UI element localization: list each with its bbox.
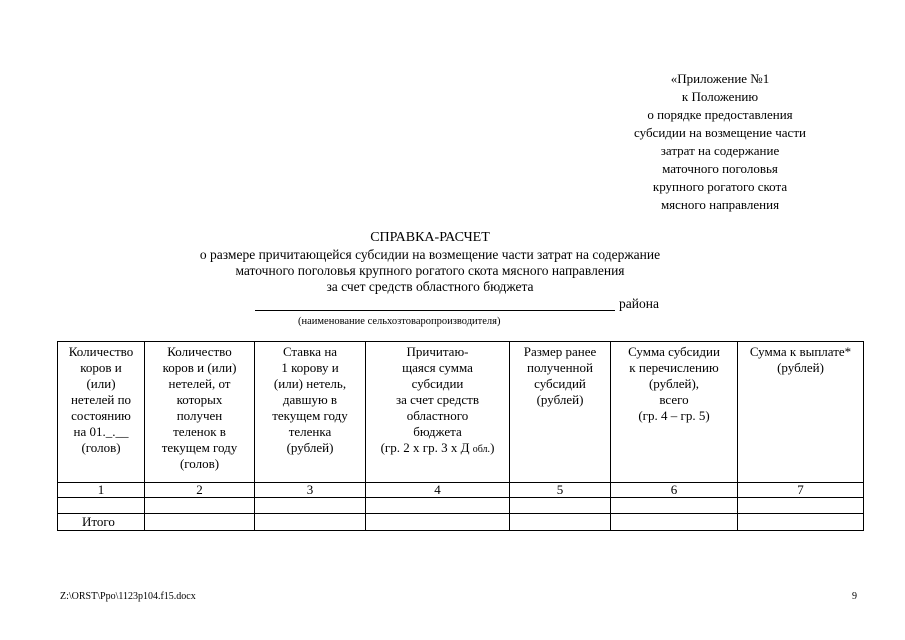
- table-cell: [510, 498, 611, 514]
- file-path: Z:\ORST\Ppo\1123p104.f15.docx: [60, 591, 196, 602]
- header-line: областного: [406, 408, 469, 423]
- header-line: (или): [86, 376, 116, 391]
- header-line: которых: [176, 392, 223, 407]
- document-title: СПРАВКА-РАСЧЕТ: [370, 230, 490, 245]
- header-line: Количество: [68, 344, 134, 359]
- header-line: (гр. 4 – гр. 5): [638, 408, 710, 423]
- header-line: (рублей),: [648, 376, 700, 391]
- header-line: Сумма субсидии: [628, 344, 720, 359]
- table-cell: [366, 498, 510, 514]
- header-line: субсидий: [534, 376, 586, 391]
- table-cell: [255, 498, 366, 514]
- table-cell: [738, 514, 864, 531]
- table-header-row: [58, 342, 864, 483]
- formula-subscript: обл.: [472, 444, 491, 455]
- header-line: щаяся сумма: [402, 360, 473, 375]
- header-line: за счет средств: [396, 392, 479, 407]
- table-cell: [366, 514, 510, 531]
- total-label: Итого: [58, 514, 145, 531]
- appendix-line: о порядке предоставления: [647, 107, 793, 122]
- table-cell: [611, 498, 738, 514]
- header-line: (голов): [81, 440, 121, 455]
- header-line: к перечислению: [629, 360, 719, 375]
- header-line: состоянию: [71, 408, 131, 423]
- table-cell: [510, 514, 611, 531]
- header-line: Количество: [167, 344, 232, 359]
- header-line: всего: [659, 392, 689, 407]
- appendix-line: маточного поголовья: [662, 161, 778, 176]
- header-line: бюджета: [413, 424, 462, 439]
- table-cell: [145, 498, 255, 514]
- column-number-row: [58, 483, 864, 498]
- table-cell: [145, 514, 255, 531]
- header-line: субсидии: [411, 376, 464, 391]
- appendix-block: [595, 70, 845, 214]
- header-line: давшую в: [282, 392, 338, 407]
- column-number: 6: [611, 483, 738, 498]
- header-line: (рублей): [286, 440, 334, 455]
- column-number: 5: [510, 483, 611, 498]
- header-line: Причитаю-: [406, 344, 469, 359]
- column-number: 2: [145, 483, 255, 498]
- district-blank-line: [255, 310, 615, 311]
- district-suffix: района: [619, 296, 659, 311]
- header-line: нетелей, от: [168, 376, 231, 391]
- producer-caption: (наименование сельхозтоваропроизводителя): [298, 316, 501, 327]
- header-line: текущем году: [161, 440, 238, 455]
- column-header: [611, 342, 738, 483]
- header-line: (рублей): [536, 392, 584, 407]
- header-line: (или) нетель,: [273, 376, 347, 391]
- header-line: коров и (или): [162, 360, 237, 375]
- appendix-line: к Положению: [681, 89, 759, 104]
- header-line: (голов): [179, 456, 220, 471]
- header-line: на 01._.__: [73, 424, 129, 439]
- header-line: Размер ранее: [523, 344, 597, 359]
- header-line: полученной: [527, 360, 593, 375]
- formula-line: [369, 440, 506, 458]
- formula-text: (гр. 2 х гр. 3 х Д: [380, 440, 473, 455]
- table-cell: [255, 514, 366, 531]
- header-line: 1 корову и: [281, 360, 339, 375]
- total-row: [58, 514, 864, 531]
- header-line: (рублей): [777, 360, 824, 375]
- appendix-line: крупного рогатого скота: [652, 179, 788, 194]
- column-number: 4: [366, 483, 510, 498]
- column-number: 1: [58, 483, 145, 498]
- column-header: [255, 342, 366, 483]
- header-line: теленок в: [173, 424, 226, 439]
- table-cell: [738, 498, 864, 514]
- header-line: Ставка на: [282, 344, 338, 359]
- column-number: 3: [255, 483, 366, 498]
- column-header: [145, 342, 255, 483]
- table-cell: [58, 498, 145, 514]
- document-subtitle-line: за счет средств областного бюджета: [326, 279, 534, 294]
- header-line: нетелей по: [70, 392, 132, 407]
- column-header: [738, 342, 864, 483]
- column-header: [58, 342, 145, 483]
- column-header: [366, 342, 510, 483]
- district-field: [255, 296, 675, 314]
- appendix-line: «Приложение №1: [670, 71, 770, 86]
- column-header: [510, 342, 611, 483]
- header-line: получен: [176, 408, 223, 423]
- formula-end: ): [490, 440, 495, 455]
- header-line: Сумма к выплате*: [749, 344, 852, 359]
- document-subtitle-line: о размере причитающейся субсидии на возмещение части затрат на содержание: [199, 247, 661, 262]
- header-line: теленка: [288, 424, 332, 439]
- column-number: 7: [738, 483, 864, 498]
- calculation-table: [57, 341, 864, 531]
- page-number: 9: [852, 591, 857, 602]
- appendix-line: мясного направления: [660, 197, 780, 212]
- table-row: [58, 498, 864, 514]
- table-cell: [611, 514, 738, 531]
- appendix-line: субсидии на возмещение части: [634, 125, 806, 140]
- header-line: коров и: [80, 360, 122, 375]
- document-heading: [130, 230, 730, 295]
- appendix-line: затрат на содержание: [660, 143, 780, 158]
- document-subtitle-line: маточного поголовья крупного рогатого скота мясного направления: [235, 263, 625, 278]
- header-line: текущем году: [272, 408, 348, 423]
